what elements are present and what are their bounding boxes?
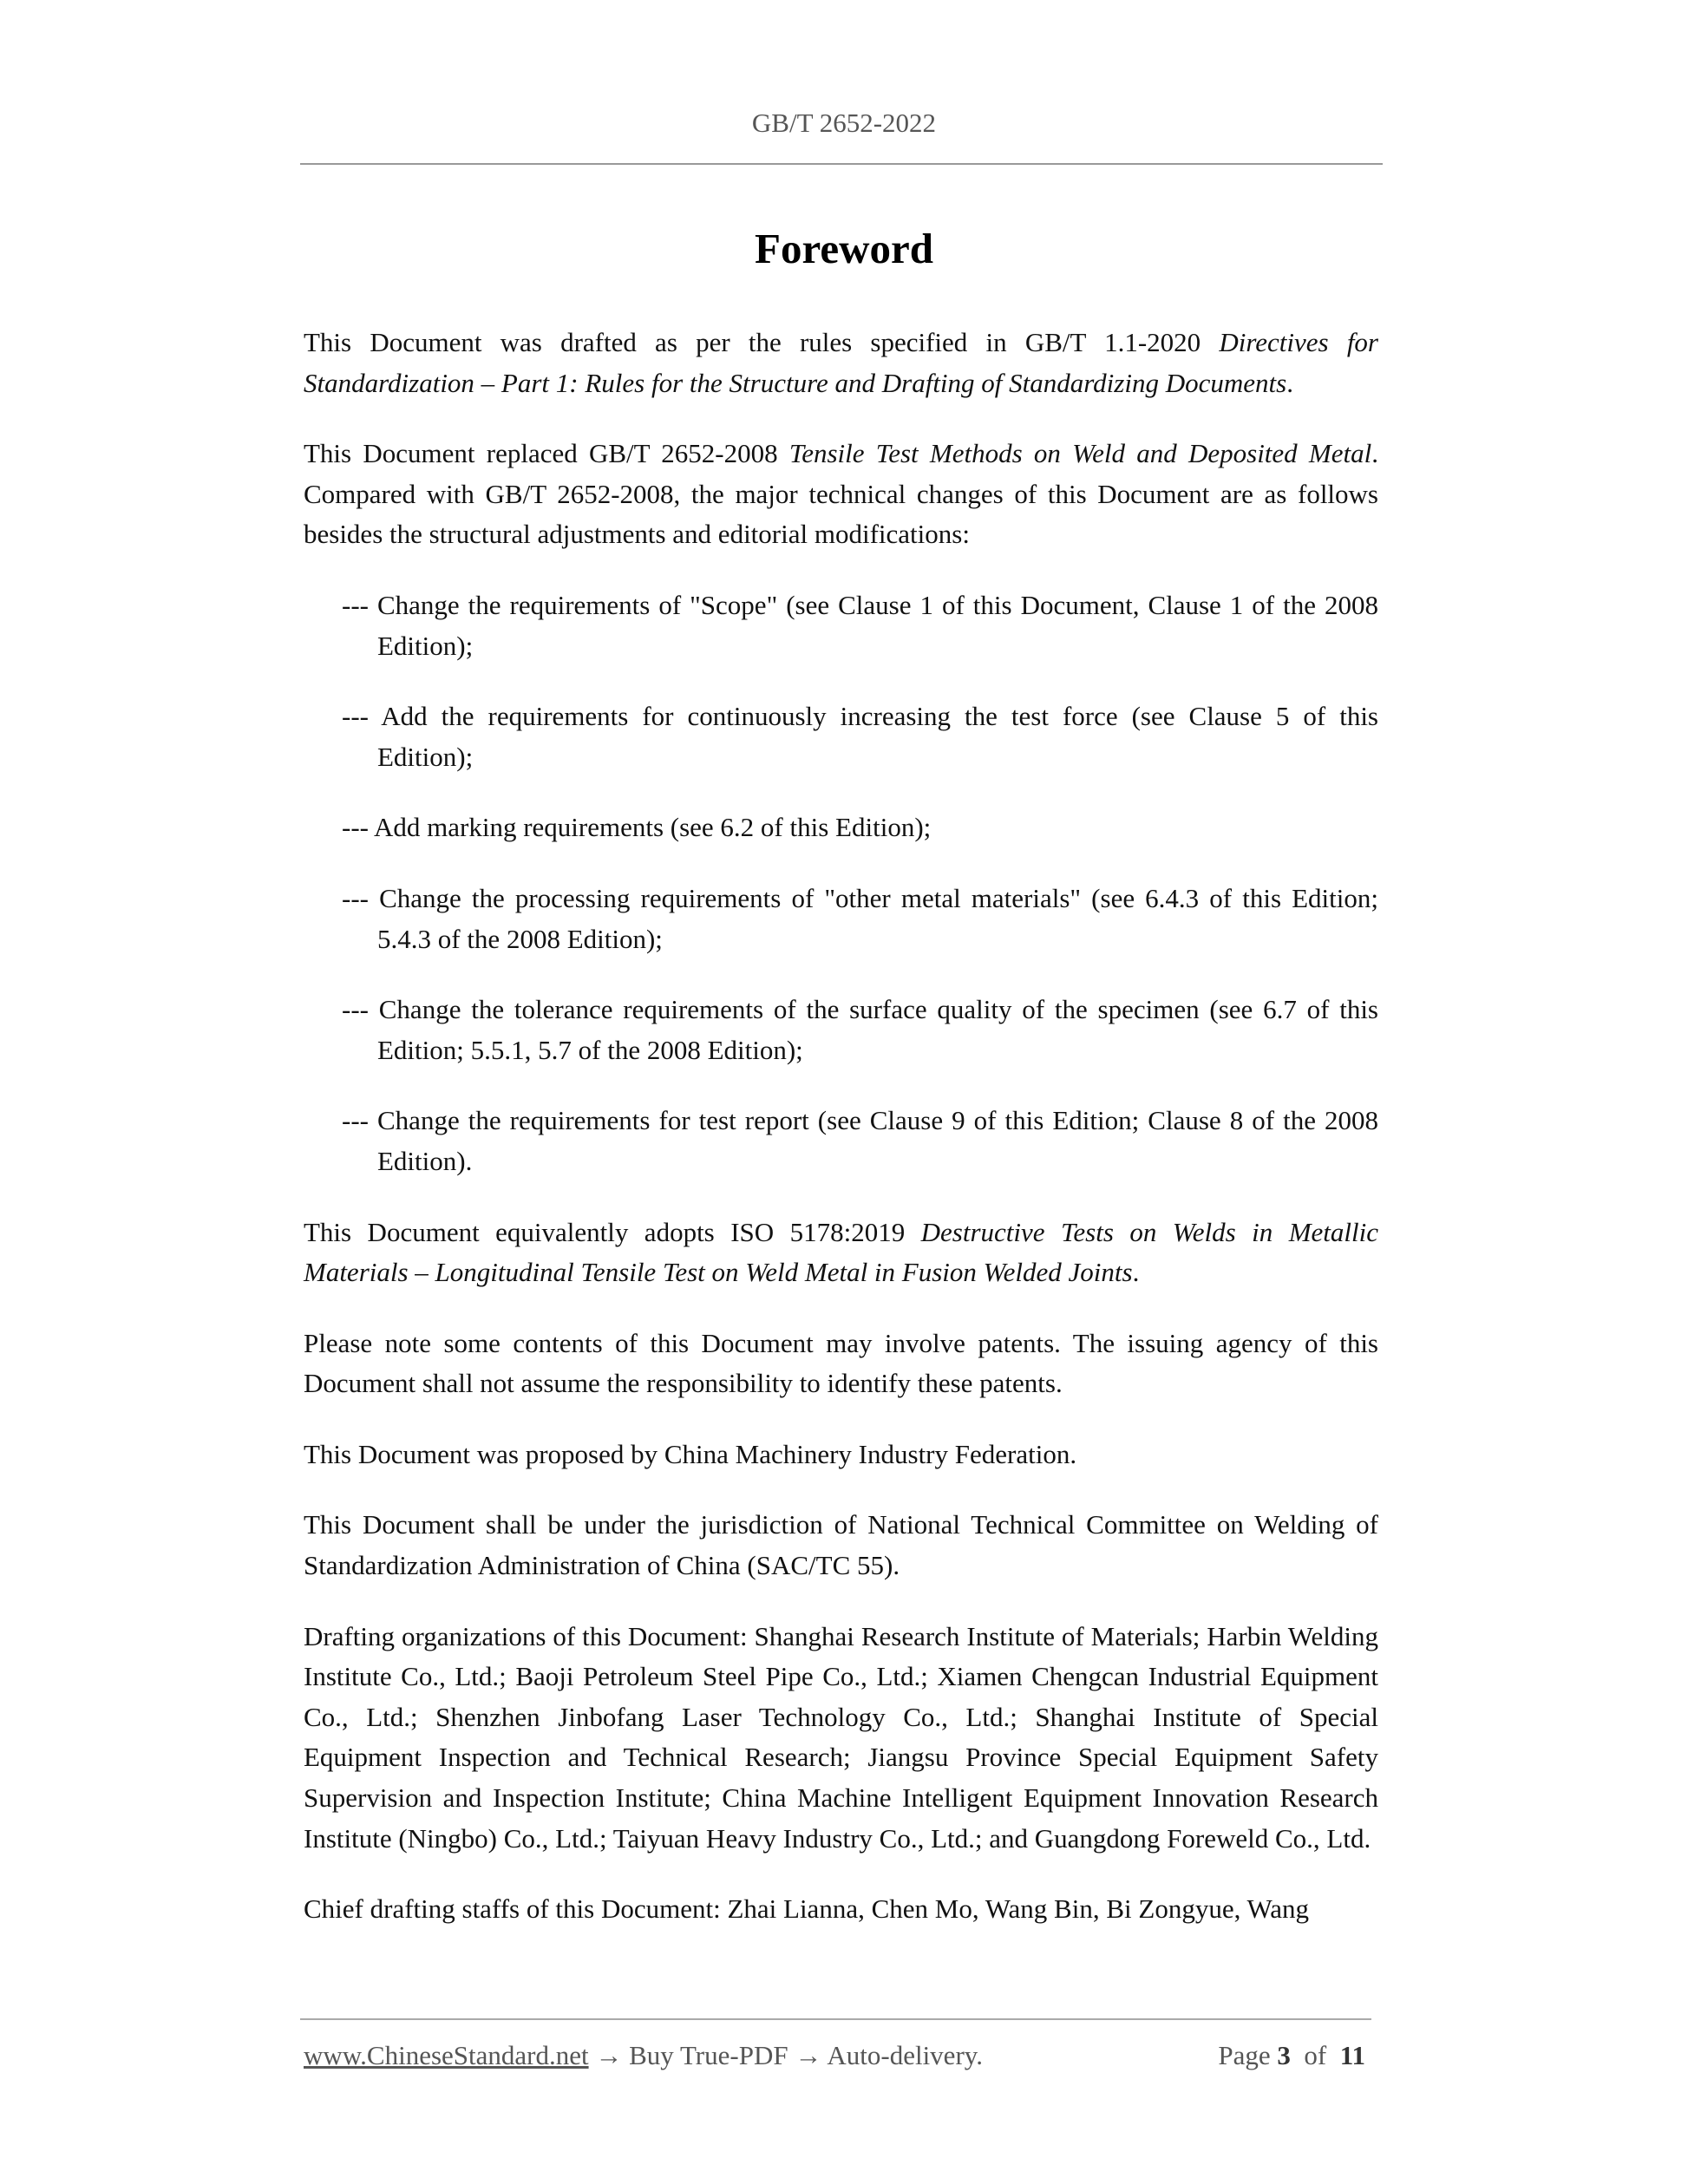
page-footer	[304, 2040, 1365, 2071]
header-divider	[300, 163, 1383, 165]
page-title: Foreword	[755, 225, 933, 272]
page-label: Page	[1218, 2040, 1271, 2070]
paragraph: Please note some contents of this Document may involve patents. The issuing agency of this Document shall not assume the responsibility to identify these patents.	[304, 1327, 1378, 1399]
change-item: --- Change the requirements for test report (see Clause 9 of this Edition; Clause 8 of the 2008 Edition).	[342, 1105, 1378, 1176]
change-item: --- Add the requirements for continuously increasing the test force (see Clause 5 of this Edition);	[342, 701, 1378, 772]
paragraph	[304, 323, 1378, 403]
page-number	[1218, 2040, 1365, 2071]
italic-title: Destructive Tests on Welds in Metallic Materials – Longitudinal Tensile Test on Weld Metal in Fusion Welded Joints	[304, 1216, 1378, 1288]
text: .	[1132, 1257, 1140, 1288]
change-item: --- Change the requirements of "Scope" (see Clause 1 of this Document, Clause 1 of the 2008 Edition);	[342, 589, 1378, 661]
italic-title: Directives for Standardization – Part 1: Rules for the Structure and Drafting of Standardizing Documents	[304, 327, 1378, 398]
paragraph: This Document shall be under the jurisdiction of National Technical Committee on Welding of Standardization Administration of China (SAC/TC 55).	[304, 1509, 1378, 1581]
website-link[interactable]: www.ChineseStandard.net	[304, 2040, 589, 2070]
italic-title: Tensile Test Methods on Weld and Deposited Metal	[788, 438, 1372, 469]
text: This Document was drafted as per the rules specified in GB/T 1.1-2020	[304, 327, 1220, 357]
footer-divider	[300, 2018, 1371, 2020]
change-item: --- Change the tolerance requirements of the surface quality of the specimen (see 6.7 of this Edition; 5.5.1, 5.7 of the 2008 Edition);	[342, 994, 1378, 1065]
paragraph: Drafting organizations of this Document: Shanghai Research Institute of Materials; Harbin Welding Institute Co., Ltd.; Baoji Petroleum Steel Pipe Co., Ltd.; Xiamen Chengcan Industrial Equipment Co., Ltd.; Shenzhen Jinbofang Laser Technology Co., Ltd.; Shanghai Institute of Special Equipment Inspection and Technical Research; Jiangsu Province Special Equipment Safety Supervision and Inspection Institute; China Machine Intelligent Equipment Innovation Research Institute (Ningbo) Co., Ltd.; Taiyuan Heavy Industry Co., Ltd.; and Guangdong Foreweld Co., Ltd.	[304, 1620, 1378, 1854]
paragraph	[304, 434, 1378, 555]
text: This Document replaced GB/T 2652-2008	[304, 438, 789, 469]
paragraph: Chief drafting staffs of this Document: Zhai Lianna, Chen Mo, Wang Bin, Bi Zongyue, Wang	[304, 1893, 1310, 1925]
change-item: --- Change the processing requirements of "other metal materials" (see 6.4.3 of this Edition; 5.4.3 of the 2008 Edition);	[342, 882, 1378, 954]
of-label: of	[1304, 2040, 1327, 2070]
text: . Compared with GB/T 2652-2008, the major technical changes of this Document are as follows besides the structural adjustments and editorial modifications:	[304, 438, 1378, 550]
text: This Document equivalently adopts ISO 5178:2019	[304, 1216, 921, 1247]
paragraph: This Document was proposed by China Machinery Industry Federation.	[304, 1438, 1077, 1469]
change-item: --- Add marking requirements (see 6.2 of this Edition);	[342, 812, 932, 843]
total-pages: 11	[1339, 2040, 1365, 2070]
document-body	[304, 323, 1378, 1960]
text: .	[1286, 367, 1293, 398]
running-header: GB/T 2652-2022	[751, 108, 937, 138]
footer-text: → Buy True-PDF → Auto-delivery.	[588, 2040, 983, 2070]
paragraph	[304, 1213, 1378, 1293]
current-page: 3	[1277, 2040, 1291, 2070]
